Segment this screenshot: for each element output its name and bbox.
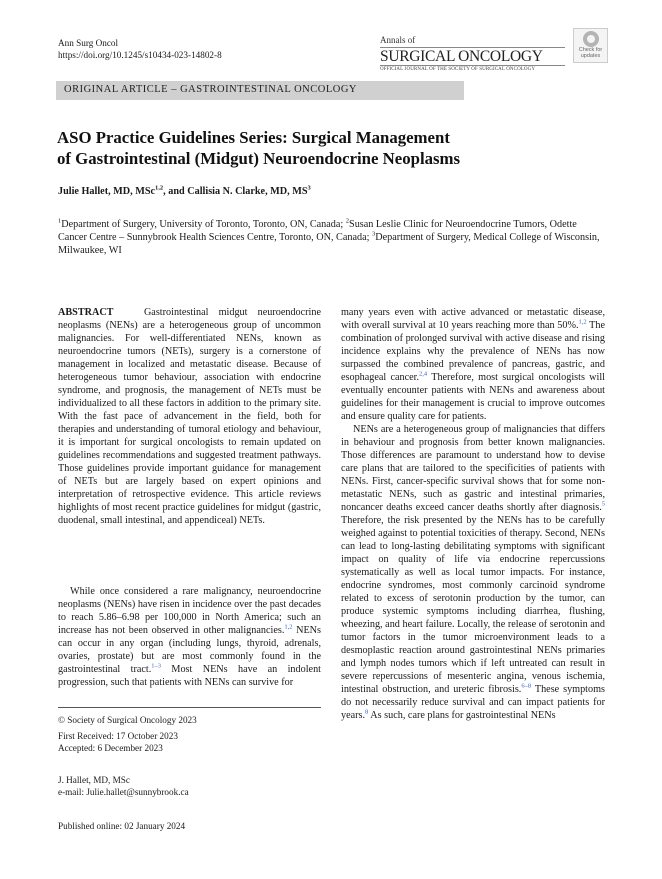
body-text: The combination of prolonged survival with active disease and rising incidence explains why the prevalence of NENs has now surpassed the combined prevalence of pancreas, gastric, and esophageal cancer.	[341, 320, 605, 383]
crossmark-line2: updates	[580, 53, 601, 59]
copyright-notice: © Society of Surgical Oncology 2023	[58, 715, 197, 725]
citation-link[interactable]: 1,2	[578, 318, 587, 326]
received-date: First Received: 17 October 2023	[58, 731, 178, 741]
doi-link[interactable]: https://doi.org/10.1245/s10434-023-14802-8	[58, 50, 222, 60]
affiliation-sup: 2	[345, 217, 350, 225]
brand-main-text: SURGICAL ONCOLOGY	[380, 47, 565, 66]
affiliation-sup: 1	[58, 217, 62, 225]
citation-link[interactable]: 8	[365, 708, 369, 716]
citation-link[interactable]: 6–8	[521, 682, 532, 690]
body-text: As such, care plans for gastrointestinal NENs	[368, 710, 556, 721]
affiliation-text: Department of Surgery, Medical College of Wisconsin, Milwaukee, WI	[58, 232, 600, 256]
crossmark-icon	[583, 31, 599, 47]
body-text: These symptoms do not necessarily reduce survival and can impact patients for years.	[341, 684, 605, 721]
author-affiliation-sup: 1,2	[155, 184, 164, 192]
contact-name: J. Hallet, MD, MSc	[58, 775, 130, 785]
body-text: Most NENs have an indolent progression, such that patients with NENs can survive for	[58, 664, 321, 688]
body-text: Therefore, the risk presented by the NENs has to be carefully weighed against to potential toxicities of therapy. Second, NENs can lead to long-lasting debilitating symptoms with significant impact on quality of life via endocrine repercussions systematically as well as local tumor impacts. For instance, endocrine syndromes, most commonly carcinoid syndrome related to excess of serotonin production by the tumor, can produce systemic symptoms including diarrhea, flushing, wheezing, and heart failure. Locally, the release of serotonin and tumor factors in the tumor microenvironment leads to a desmoplastic reaction around gastrointestinal NENs primaries and lymph nodes tumors which if left untreated can result in severe repercussions of mesenteric angina, venous ischemia, intestinal obstruction, and ureteric fibrosis.	[341, 515, 605, 695]
affiliations	[58, 218, 603, 257]
journal-brand	[380, 35, 565, 73]
article-category: ORIGINAL ARTICLE – GASTROINTESTINAL ONCOLOGY	[64, 84, 357, 95]
body-text: NENs are a heterogeneous group of malignancies that differs in behaviour and prognosis from better known malignancies. Those differences are paramount to understand how to devise care plans that are tailored to the specificities of patients with NENs. First, cancer-specific survival shows that for some non-metastatic NENs, such as gastric and intestinal primaries, noncancer deaths exceed cancer deaths shortly after diagnosis.	[341, 424, 605, 513]
article-title	[57, 127, 577, 169]
journal-short-name: Ann Surg Oncol	[58, 38, 119, 48]
body-text: many years even with active advanced or metastatic disease, with overall survival at 10 years reaching more than 50%.	[341, 307, 605, 331]
dates-block	[58, 730, 178, 754]
body-text: NENs can occur in any organ (including lungs, thyroid, adrenals, ovaries, prostate) but are most commonly found in the gastrointestinal tract.	[58, 625, 322, 675]
journal-reference	[58, 37, 222, 61]
abstract	[58, 306, 321, 527]
abstract-label: ABSTRACT	[58, 307, 114, 318]
author-name: Callisia N. Clarke, MD, MS	[187, 186, 308, 197]
body-text: Therefore, most surgical oncologists will eventually encounter patients with NENs and awareness about guidelines for their management is crucial to improve outcomes and ensure quality care for patients.	[341, 372, 605, 422]
citation-link[interactable]: 5	[601, 500, 605, 508]
abstract-text: Gastrointestinal midgut neuroendocrine neoplasms (NENs) are a heterogeneous group of uncommon malignancies. For well-differentiated NENs, known as neuroendocrine tumors (NETs), surgery is a cornerstone of management in localized and metastatic disease. Because of heterogeneous tumor behaviour, association with endocrine syndrome, and prognosis, the management of NETs must be individualized to all these factors in addition to the primary site. With the fast pace of advancement in the field, both for therapies and understanding of tumoral etiology and behaviour, it is important for surgical oncologists to remain updated on guidelines recommendations and suggested treatment pathways. Those guidelines provide important guidance for management of NETs but are largely based on expert opinions and interpretation of retrospective evidence. This article reviews highlights of most recent practice guidelines for midgut (gastric, duodenal, small intestinal, and appendiceal) NETs.	[58, 307, 321, 526]
title-line-2: of Gastrointestinal (Midgut) Neuroendocrine Neoplasms	[57, 149, 461, 168]
body-text: While once considered a rare malignancy, neuroendocrine neoplasms (NENs) have risen in incidence over the past decades to reach 5.86–6.98 per 100,000 in North America; such an increase has not been observed in other malignancies.	[58, 586, 321, 636]
crossmark-label	[574, 47, 607, 59]
right-column	[341, 306, 605, 722]
citation-link[interactable]: 2,4	[419, 370, 428, 378]
affiliation-sup: 3	[371, 230, 376, 238]
published-date: Published online: 02 January 2024	[58, 821, 186, 831]
check-for-updates-badge[interactable]	[573, 28, 608, 63]
author-name: Julie Hallet, MD, MSc	[58, 186, 156, 197]
author-affiliation-sup: 3	[307, 184, 311, 192]
footnote-divider	[58, 707, 321, 708]
author-list	[58, 186, 311, 197]
corresponding-author	[58, 774, 189, 798]
intro-paragraph	[58, 585, 321, 689]
citation-link[interactable]: 1–3	[151, 662, 162, 670]
citation-link[interactable]: 1,2	[284, 623, 293, 631]
contact-email[interactable]: e-mail: Julie.hallet@sunnybrook.ca	[58, 787, 189, 797]
brand-top-text: Annals of	[380, 35, 416, 45]
crossmark-line1: Check for	[578, 47, 603, 53]
affiliation-text: Department of Surgery, University of Toronto, Toronto, ON, Canada;	[61, 219, 346, 230]
author-joiner: , and	[163, 186, 188, 197]
title-line-1: ASO Practice Guidelines Series: Surgical Management	[57, 128, 450, 147]
brand-sub-text: OFFICIAL JOURNAL OF THE SOCIETY OF SURGICAL ONCOLOGY	[380, 67, 536, 72]
affiliation-text: Susan Leslie Clinic for Neuroendocrine Tumors, Odette Cancer Centre – Sunnybrook Health Sciences Centre, Toronto, ON, Canada;	[58, 219, 577, 243]
accepted-date: Accepted: 6 December 2023	[58, 743, 163, 753]
